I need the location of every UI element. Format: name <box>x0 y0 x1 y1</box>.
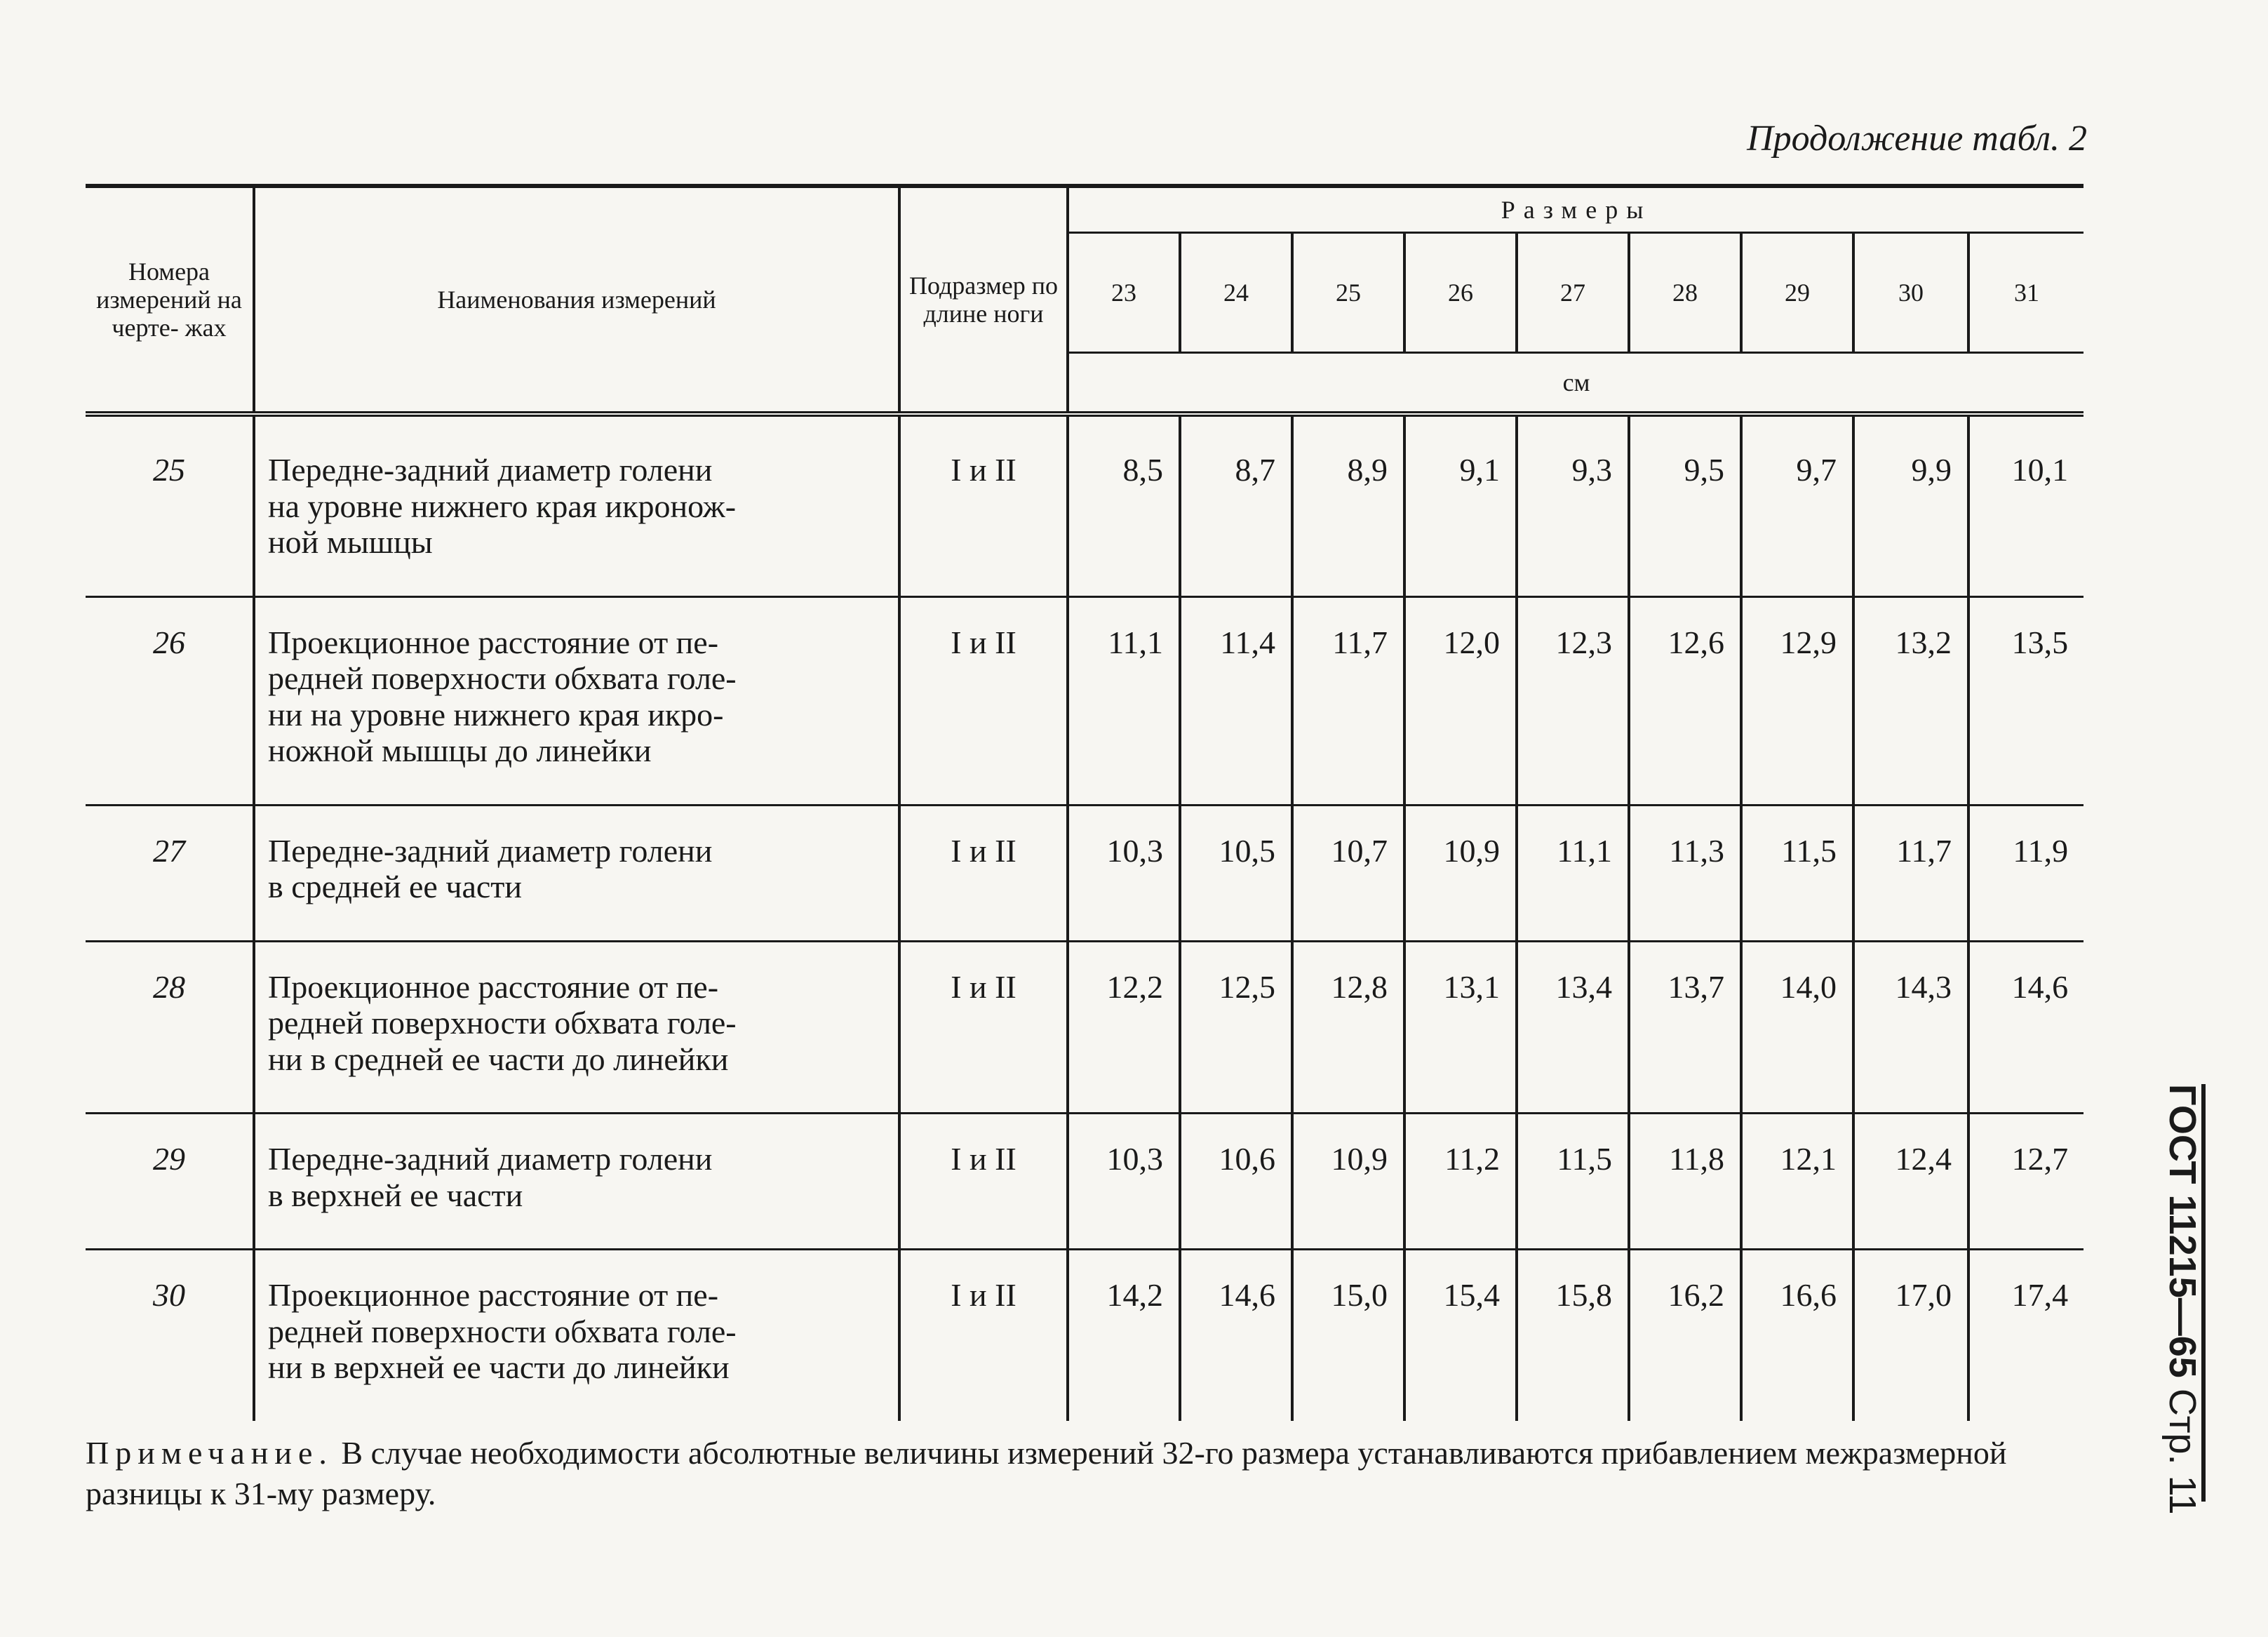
measurement-name-line: Передне-задний диаметр голени <box>268 832 713 869</box>
header-subsize: Подразмер по длине ноги <box>899 188 1068 414</box>
measurement-name-line: на уровне нижнего края икронож- <box>268 488 737 524</box>
table-row <box>86 596 2084 805</box>
header-size-30: 30 <box>1853 233 1968 353</box>
header-sizes-title: Размеры <box>1068 188 2084 233</box>
subsize-value: I и II <box>899 1114 1068 1250</box>
measurement-name-line: ни на уровне нижнего края икро- <box>268 696 724 733</box>
header-size-24: 24 <box>1180 233 1292 353</box>
cell-size-27: 15,8 <box>1517 1250 1629 1421</box>
cell-size-30: 11,7 <box>1853 805 1968 941</box>
measurement-name <box>254 1250 899 1421</box>
cell-size-29: 14,0 <box>1741 941 1853 1114</box>
row-number: 25 <box>153 452 185 488</box>
cell-size-30: 12,4 <box>1853 1114 1968 1250</box>
subsize-value: I и II <box>899 414 1068 596</box>
cell-size-28: 11,3 <box>1629 805 1741 941</box>
table-row <box>86 1250 2084 1421</box>
page-number: Стр. 11 <box>2161 1388 2203 1515</box>
cell-size-30: 17,0 <box>1853 1250 1968 1421</box>
header-size-29: 29 <box>1741 233 1853 353</box>
cell-size-25: 8,9 <box>1292 414 1404 596</box>
header-size-26: 26 <box>1404 233 1517 353</box>
row-number: 28 <box>86 941 254 1114</box>
measurement-name-line: Проекционное расстояние от пе- <box>268 624 719 660</box>
measurement-name-line: Проекционное расстояние от пе- <box>268 968 719 1005</box>
cell-size-23: 10,3 <box>1068 1114 1180 1250</box>
measurement-name-line: ни в верхней ее части до линейки <box>268 1349 730 1386</box>
measurement-name <box>254 1114 899 1250</box>
cell-size-25: 12,8 <box>1292 941 1404 1114</box>
cell-size-26: 11,2 <box>1404 1114 1517 1250</box>
row-number: 27 <box>86 805 254 941</box>
measurement-name-line: ной мышцы <box>268 524 433 561</box>
table-note <box>86 1433 2064 1514</box>
cell-size-29: 12,9 <box>1741 596 1853 805</box>
cell-size-23: 12,2 <box>1068 941 1180 1114</box>
cell-size-23: 8,5 <box>1068 414 1180 596</box>
subsize-value: I и II <box>899 1250 1068 1421</box>
cell-size-31: 12,7 <box>1968 1114 2084 1250</box>
cell-size-28: 9,5 <box>1629 414 1741 596</box>
table-row <box>86 941 2084 1114</box>
cell-size-26: 13,1 <box>1404 941 1517 1114</box>
row-number: 30 <box>86 1250 254 1421</box>
page-margin-label <box>2145 1084 2206 1515</box>
header-size-27: 27 <box>1517 233 1629 353</box>
cell-size-30: 13,2 <box>1853 596 1968 805</box>
cell-size-26: 9,1 <box>1404 414 1517 596</box>
header-size-23: 23 <box>1068 233 1180 353</box>
table-row <box>86 414 2084 596</box>
cell-size-27: 11,5 <box>1517 1114 1629 1250</box>
measurement-name-line: в средней ее части <box>268 869 523 905</box>
table-row <box>86 1114 2084 1250</box>
cell-size-26: 15,4 <box>1404 1250 1517 1421</box>
cell-size-24: 14,6 <box>1180 1250 1292 1421</box>
measurement-name-line: редней поверхности обхвата голе- <box>268 1313 737 1349</box>
row-number: 26 <box>86 596 254 805</box>
subsize-value: I и II <box>899 596 1068 805</box>
cell-size-27: 12,3 <box>1517 596 1629 805</box>
cell-size-24: 8,7 <box>1180 414 1292 596</box>
cell-size-28: 13,7 <box>1629 941 1741 1114</box>
subsize-value: I и II <box>899 941 1068 1114</box>
cell-size-31: 11,9 <box>1968 805 2084 941</box>
cell-size-30: 9,9 <box>1853 414 1968 596</box>
measurement-name <box>254 805 899 941</box>
cell-size-31: 14,6 <box>1968 941 2084 1114</box>
cell-size-25: 10,9 <box>1292 1114 1404 1250</box>
cell-size-24: 10,6 <box>1180 1114 1292 1250</box>
cell-size-30: 14,3 <box>1853 941 1968 1114</box>
measurement-name <box>254 941 899 1114</box>
cell-size-31: 13,5 <box>1968 596 2084 805</box>
cell-size-28: 16,2 <box>1629 1250 1741 1421</box>
measurement-name-line: редней поверхности обхвата голе- <box>268 660 737 697</box>
cell-size-23: 10,3 <box>1068 805 1180 941</box>
header-size-25: 25 <box>1292 233 1404 353</box>
measurement-name-line: Проекционное расстояние от пе- <box>268 1277 719 1314</box>
header-size-31: 31 <box>1968 233 2084 353</box>
cell-size-31: 17,4 <box>1968 1250 2084 1421</box>
cell-size-25: 15,0 <box>1292 1250 1404 1421</box>
cell-size-26: 12,0 <box>1404 596 1517 805</box>
note-label: Примечание. <box>86 1435 333 1471</box>
cell-size-28: 11,8 <box>1629 1114 1741 1250</box>
measurement-name-line: Передне-задний диаметр голени <box>268 1141 713 1177</box>
cell-size-23: 11,1 <box>1068 596 1180 805</box>
measurement-name-line: в верхней ее части <box>268 1177 523 1213</box>
row-number: 29 <box>86 1114 254 1250</box>
subsize-value: I и II <box>899 805 1068 941</box>
note-text: В случае необходимости абсолютные величины измерений 32-го размера устанавливаются прибавлением межразмерной разницы к 31-му размеру. <box>86 1435 2007 1511</box>
cell-size-24: 12,5 <box>1180 941 1292 1114</box>
cell-size-31: 10,1 <box>1968 414 2084 596</box>
cell-size-29: 16,6 <box>1741 1250 1853 1421</box>
header-name: Наименования измерений <box>254 188 899 414</box>
cell-size-27: 13,4 <box>1517 941 1629 1114</box>
cell-size-24: 11,4 <box>1180 596 1292 805</box>
measurements-table <box>86 184 2084 1421</box>
measurement-name-line: редней поверхности обхвата голе- <box>268 1005 737 1041</box>
measurement-name <box>254 596 899 805</box>
measurement-name <box>254 414 899 596</box>
measurement-name-line: ни в средней ее части до линейки <box>268 1041 729 1077</box>
cell-size-24: 10,5 <box>1180 805 1292 941</box>
cell-size-27: 9,3 <box>1517 414 1629 596</box>
cell-size-27: 11,1 <box>1517 805 1629 941</box>
cell-size-25: 11,7 <box>1292 596 1404 805</box>
cell-size-23: 14,2 <box>1068 1250 1180 1421</box>
cell-size-26: 10,9 <box>1404 805 1517 941</box>
table-row <box>86 805 2084 941</box>
measurement-name-line: Передне-задний диаметр голени <box>268 452 713 488</box>
cell-size-25: 10,7 <box>1292 805 1404 941</box>
cell-size-28: 12,6 <box>1629 596 1741 805</box>
standard-code: ГОСТ 11215—65 <box>2161 1084 2203 1378</box>
table-caption: Продолжение табл. 2 <box>1747 119 2087 159</box>
header-number: Номера измерений на черте- жах <box>86 188 254 414</box>
header-unit: см <box>1068 353 2084 415</box>
cell-size-29: 11,5 <box>1741 805 1853 941</box>
header-size-28: 28 <box>1629 233 1741 353</box>
cell-size-29: 12,1 <box>1741 1114 1853 1250</box>
cell-size-29: 9,7 <box>1741 414 1853 596</box>
measurement-name-line: ножной мышцы до линейки <box>268 733 652 769</box>
